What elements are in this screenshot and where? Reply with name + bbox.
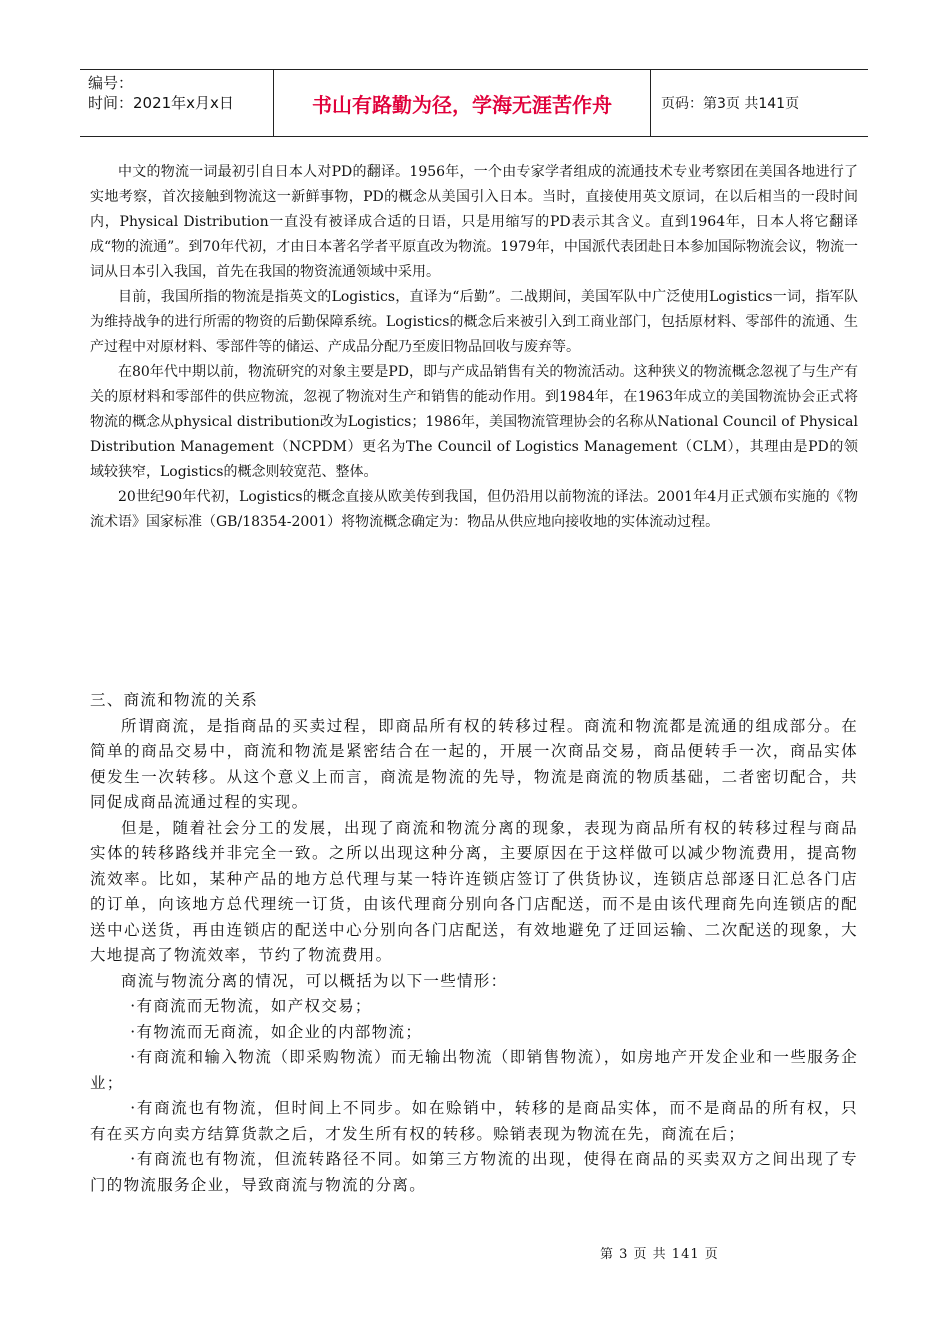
bullet-item: ·有商流和输入物流（即采购物流）而无输出物流（即销售物流），如房地产开发企业和一些服务企业；: [90, 1048, 858, 1092]
paragraph: 20世纪90年代初，Logistics的概念直接从欧美传到我国，但仍沿用以前物流的译法。2001年4月正式颁布实施的《物流术语》国家标准（GB/18354-2001）将物流概念确定为：物品从供应地向接收地的实体流动过程。: [90, 489, 858, 530]
paragraph: 中文的物流一词最初引自日本人对PD的翻译。1956年，一个由专家学者组成的流通技术专业考察团在美国各地进行了实地考察，首次接触到物流这一新鲜事物，PD的概念从美国引入日本。当时，直接使用英文原词，在以后相当的一段时间内，Physical Distribution一直没有被译成合适的日语，只是用缩写的PD表示其含义。直到1964年，日本人将它翻译成“物的流通”。到70年代初，才由日本著名学者平原直改为物流。1979年，中国派代表团赴日本参加国际物流会议，物流一词从日本引入我国，首先在我国的物资流通领域中采用。: [90, 164, 858, 280]
section-commerce-logistics: [90, 688, 858, 1198]
page-footer: 第 3 页 共 141 页: [600, 1247, 719, 1262]
paragraph: 所谓商流，是指商品的买卖过程，即商品所有权的转移过程。商流和物流都是流通的组成部分。在简单的商品交易中，商流和物流是紧密结合在一起的，开展一次商品交易，商品便转手一次，商品实体便发生一次转移。从这个意义上而言，商流是物流的先导，物流是商流的物质基础，二者密切配合，共同促成商品流通过程的实现。: [90, 716, 858, 811]
paragraph: 商流与物流分离的情况，可以概括为以下一些情形：: [121, 971, 508, 990]
bullet-item: ·有商流也有物流，但时间上不同步。如在赊销中，转移的是商品实体，而不是商品的所有权，只有在买方向卖方结算货款之后，才发生所有权的转移。赊销表现为物流在先，商流在后；: [90, 1099, 858, 1143]
paragraph: 目前，我国所指的物流是指英文的Logistics，直译为“后勤”。二战期间，美国军队中广泛使用Logistics一词，指军队为维持战争的进行所需的物资的后勤保障系统。Logistics的概念后来被引入到工商业部门，包括原材料、零部件的流通、生产过程中对原材料、零部件等的储运、产成品分配乃至废旧物品回收与废弃等。: [90, 289, 858, 355]
bullet-item: ·有商流也有物流，但流转路径不同。如第三方物流的出现，使得在商品的买卖双方之间出现了专门的物流服务企业，导致商流与物流的分离。: [90, 1150, 858, 1194]
header-table: [80, 69, 868, 137]
section-heading: 三、商流和物流的关系: [90, 691, 259, 709]
date-label: 时间：2021年x月x日: [88, 94, 234, 112]
bullet-item: ·有物流而无商流，如企业的内部物流；: [130, 1022, 423, 1041]
intro-text: [90, 160, 858, 535]
bullet-item: ·有商流而无物流，如产权交易；: [130, 997, 372, 1015]
paragraph: 在80年代中期以前，物流研究的对象主要是PD，即与产成品销售有关的物流活动。这种狭义的物流概念忽视了与生产有关的原材料和零部件的供应物流，忽视了物流对生产和销售的能动作用。到1984年，在1963年成立的美国物流协会正式将物流的概念从physical distribution改为Logistics；1986年，美国物流管理协会的名称从National Council of Physical Distribution Management（NCPDM）更名为The Council of Logistics Management（CLM），其理由是PD的领域较狭窄，Logistics的概念则较宽范、整体。: [90, 364, 858, 480]
number-label: 编号：: [88, 74, 134, 92]
paragraph: 但是，随着社会分工的发展，出现了商流和物流分离的现象，表现为商品所有权的转移过程与商品实体的转移路线并非完全一致。之所以出现这种分离，主要原因在于这样做可以减少物流费用，提高物流效率。比如，某种产品的地方总代理与某一特许连锁店签订了供货协议，连锁店总部逐日汇总各门店的订单，向该地方总代理统一订货，由该代理商分别向各门店配送，而不是由该代理商先向连锁店的配送中心送货，再由连锁店的配送中心分别向各门店配送，有效地避免了迂回运输、二次配送的现象，大大地提高了物流效率，节约了物流费用。: [90, 818, 858, 964]
header-info-cell: [80, 70, 274, 136]
motto: 书山有路勤为径，学海无涯苦作舟: [274, 70, 651, 136]
page-label: 页码：第3页 共141页: [661, 96, 800, 112]
